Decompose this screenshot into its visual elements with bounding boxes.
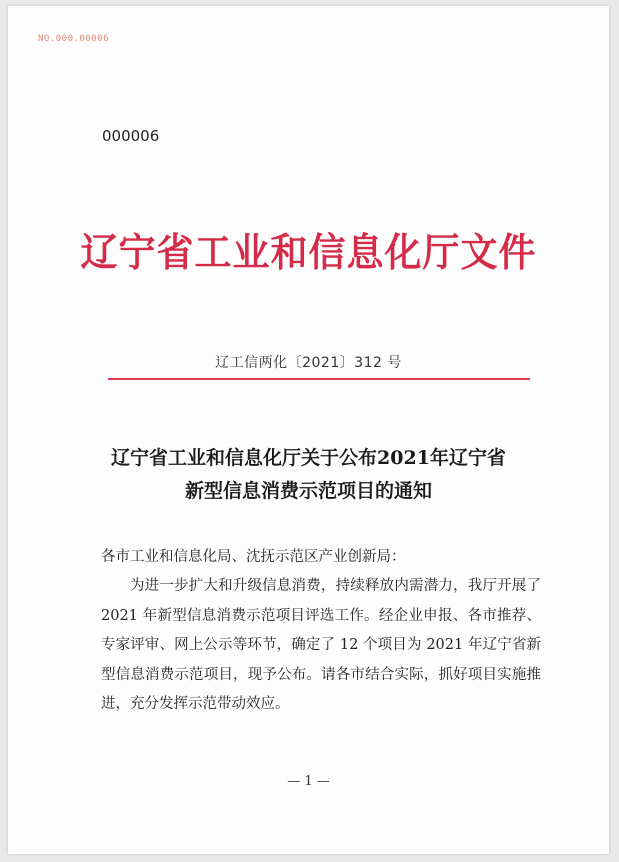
serial-number: 000006 [102,127,160,145]
document-page [8,6,609,854]
body-paragraph: 为进一步扩大和升级信息消费，持续释放内需潜力，我厅开展了 2021 年新型信息消费示范项目评选工作。经企业申报、各市推荐、专家评审、网上公示等环节，确定了 12 个项目为 2021 年辽宁省新型信息消费示范项目，现予公布。请各市结合实际，抓好项目实施推进，充分发挥示范带动效应。 [101,578,541,712]
notice-title-line-1: 辽宁省工业和信息化厅关于公布2021年辽宁省 [111,447,506,469]
archive-stamp-number: NO.000.00006 [38,34,110,44]
page-number: — 1 — [287,774,330,789]
addressee: 各市工业和信息化局、沈抚示范区产业创新局： [101,549,406,565]
notice-title-line-2: 新型信息消费示范项目的通知 [184,480,432,502]
document-number: 辽工信两化〔2021〕312 号 [215,355,402,371]
notice-title [8,442,609,508]
red-divider-line [108,378,530,380]
issuer-header: 辽宁省工业和信息化厅文件 [80,228,537,276]
